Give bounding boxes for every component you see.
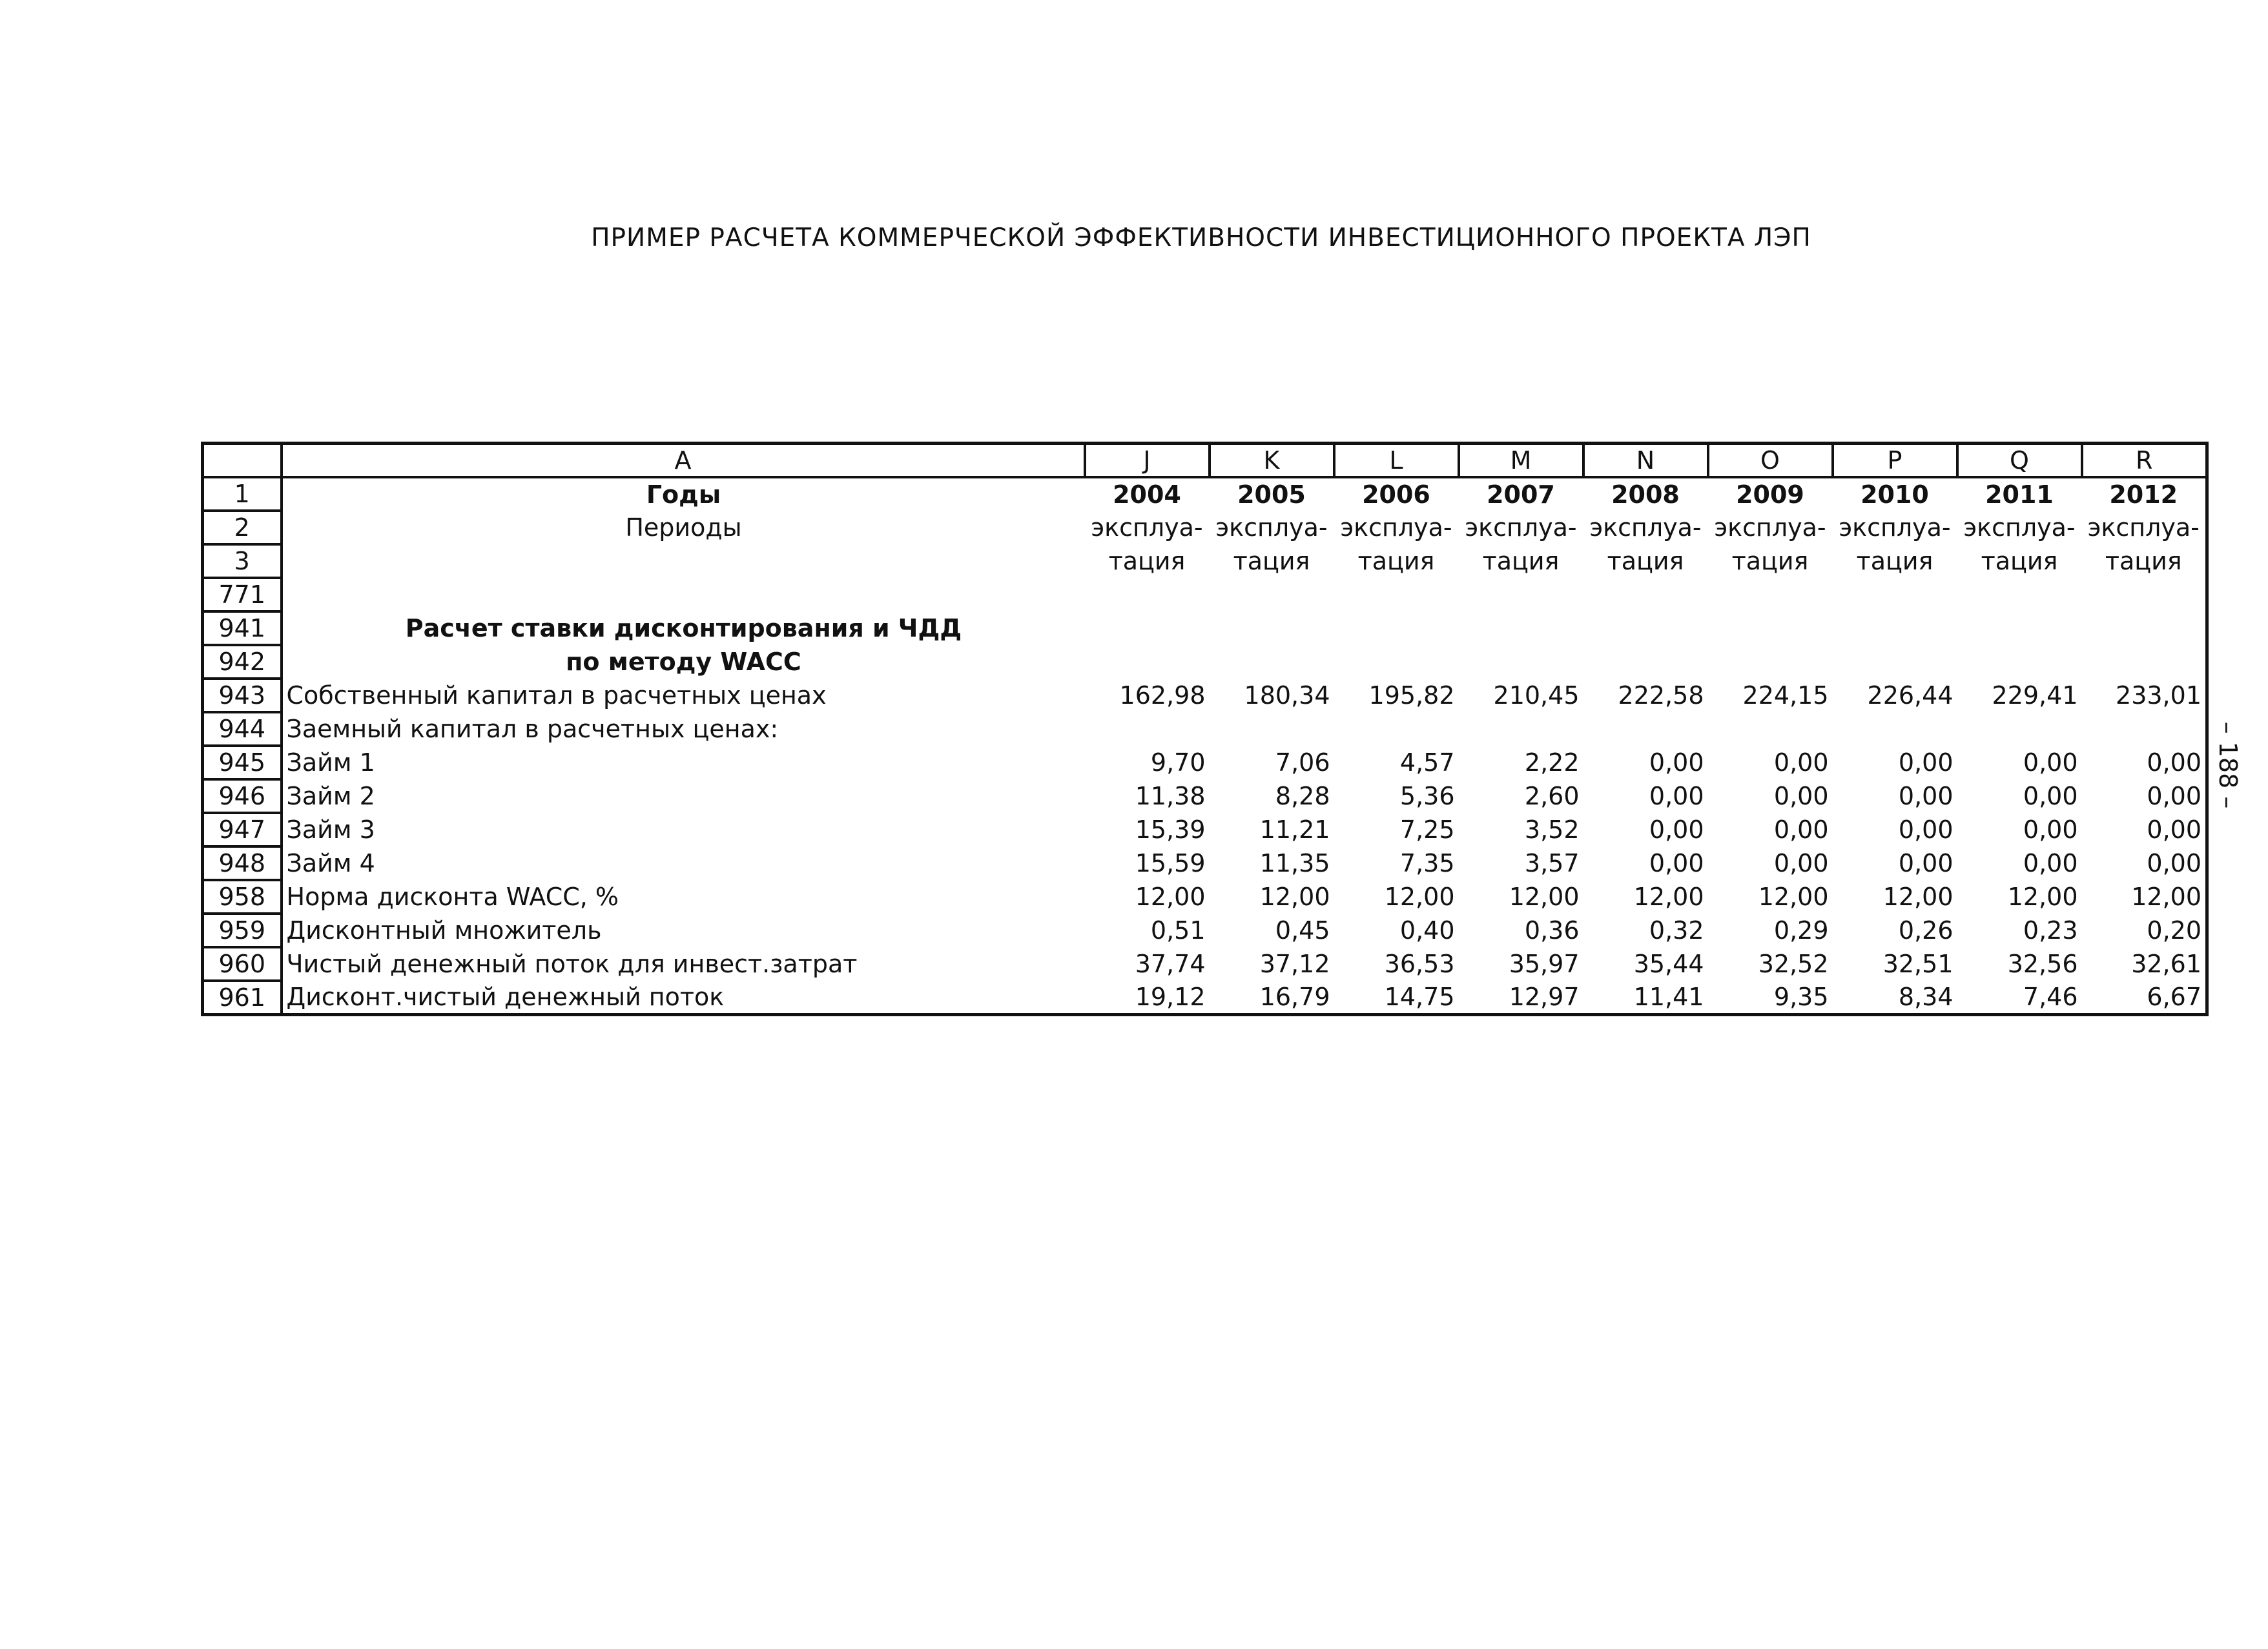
value-cell: 16,79 — [1259, 983, 1330, 1011]
row-number: 958 — [203, 880, 282, 914]
period-value: тация — [1482, 547, 1560, 575]
value-cell: 0,00 — [1649, 815, 1704, 844]
value-cell: 0,00 — [1773, 815, 1829, 844]
value-cell: 11,38 — [1135, 782, 1206, 810]
value-cell — [1210, 712, 1334, 746]
value-cell — [1085, 712, 1210, 746]
value-cell: 0,00 — [1898, 849, 1954, 877]
section-heading: по методу WACC — [566, 648, 801, 676]
value-cell: 37,74 — [1135, 950, 1206, 978]
value-cell: 12,97 — [1509, 983, 1580, 1011]
period-value: тация — [2105, 547, 2182, 575]
value-cell: 0,00 — [1898, 748, 1954, 777]
table-row — [203, 779, 2207, 813]
empty-cell — [1210, 645, 1334, 679]
periods-label: Периоды — [625, 513, 742, 542]
year-header: 2006 — [1362, 480, 1430, 509]
row-label: Дисконтный множитель — [286, 916, 602, 945]
table-row — [203, 947, 2207, 981]
value-cell: 15,39 — [1135, 815, 1206, 844]
empty-cell — [1459, 645, 1583, 679]
value-cell: 6,67 — [2147, 983, 2201, 1011]
value-cell: 32,51 — [1882, 950, 1954, 978]
value-cell: 12,00 — [2007, 883, 2078, 911]
value-cell: 7,06 — [1275, 748, 1330, 777]
value-cell — [1833, 712, 1957, 746]
row-number: 3 — [203, 544, 282, 578]
value-cell: 2,60 — [1524, 782, 1580, 810]
empty-cell — [1334, 578, 1459, 611]
value-cell: 0,00 — [1898, 815, 1954, 844]
value-cell: 210,45 — [1493, 681, 1580, 710]
period-value: эксплуа- — [1589, 513, 1702, 542]
value-cell: 11,35 — [1259, 849, 1330, 877]
page-title: ПРИМЕР РАСЧЕТА КОММЕРЧЕСКОЙ ЭФФЕКТИВНОСТИ ИНВЕСТИЦИОННОГО ПРОЕКТА ЛЭП — [591, 223, 1811, 252]
value-cell: 0,32 — [1649, 916, 1704, 945]
column-letter: O — [1708, 444, 1833, 478]
period-value: тация — [1731, 547, 1809, 575]
value-cell: 12,00 — [1259, 883, 1330, 911]
value-cell: 180,34 — [1244, 681, 1330, 710]
value-cell — [1459, 712, 1583, 746]
year-header: 2010 — [1861, 480, 1929, 509]
column-letter: Q — [1957, 444, 2082, 478]
period-value: тация — [1607, 547, 1684, 575]
row-label: Норма дисконта WACC, % — [286, 883, 619, 911]
row-label: Займ 2 — [286, 782, 375, 810]
empty-cell — [1708, 578, 1833, 611]
row-number: 947 — [203, 813, 282, 846]
value-cell: 19,12 — [1135, 983, 1206, 1011]
year-header: 2011 — [1985, 480, 2054, 509]
empty-cell — [1583, 645, 1708, 679]
value-cell: 12,00 — [1633, 883, 1704, 911]
column-letter: M — [1459, 444, 1583, 478]
table-row — [203, 846, 2207, 880]
column-letter: A — [282, 444, 1085, 478]
empty-cell — [1085, 645, 1210, 679]
empty-cell — [1459, 578, 1583, 611]
value-cell: 37,12 — [1259, 950, 1330, 978]
table-row — [203, 813, 2207, 846]
value-cell: 0,00 — [1649, 748, 1704, 777]
value-cell: 7,35 — [1399, 849, 1455, 877]
value-cell: 7,25 — [1399, 815, 1455, 844]
value-cell: 12,00 — [1882, 883, 1954, 911]
period-value: эксплуа- — [1839, 513, 1951, 542]
year-header: 2007 — [1487, 480, 1555, 509]
value-cell: 12,00 — [1135, 883, 1206, 911]
value-cell: 0,23 — [2023, 916, 2078, 945]
corner-cell — [203, 444, 282, 478]
value-cell — [1334, 712, 1459, 746]
column-letter: R — [2082, 444, 2207, 478]
value-cell: 5,36 — [1399, 782, 1455, 810]
value-cell: 4,57 — [1399, 748, 1455, 777]
table-row — [203, 914, 2207, 947]
value-cell: 2,22 — [1524, 748, 1580, 777]
value-cell: 32,56 — [2007, 950, 2078, 978]
value-cell: 0,00 — [2023, 782, 2078, 810]
section-heading-row — [203, 611, 2207, 645]
period-value: тация — [1108, 547, 1186, 575]
value-cell: 0,00 — [2023, 849, 2078, 877]
empty-cell — [1210, 578, 1334, 611]
empty-cell — [1334, 645, 1459, 679]
value-cell — [1957, 712, 2082, 746]
value-cell: 229,41 — [1992, 681, 2078, 710]
blank-row — [203, 578, 2207, 611]
year-header: 2004 — [1113, 480, 1181, 509]
value-cell: 35,44 — [1633, 950, 1704, 978]
value-cell: 36,53 — [1384, 950, 1455, 978]
period-value: тация — [1233, 547, 1310, 575]
years-row — [203, 477, 2207, 511]
row-number: 943 — [203, 679, 282, 712]
period-value: тация — [1357, 547, 1435, 575]
empty-cell — [1459, 611, 1583, 645]
value-cell: 226,44 — [1867, 681, 1954, 710]
row-number: 2 — [203, 511, 282, 544]
value-cell: 8,34 — [1898, 983, 1954, 1011]
year-header: 2008 — [1611, 480, 1680, 509]
table-row — [203, 880, 2207, 914]
column-letter: J — [1085, 444, 1210, 478]
period-value: тация — [1856, 547, 1933, 575]
empty-cell — [1833, 578, 1957, 611]
empty-cell — [1833, 611, 1957, 645]
value-cell: 0,36 — [1524, 916, 1580, 945]
value-cell: 35,97 — [1509, 950, 1580, 978]
value-cell — [1583, 712, 1708, 746]
row-label: Займ 4 — [286, 849, 375, 877]
value-cell: 7,46 — [2023, 983, 2078, 1011]
value-cell: 14,75 — [1384, 983, 1455, 1011]
table-row — [203, 981, 2207, 1015]
value-cell: 0,00 — [2023, 815, 2078, 844]
row-label: Займ 3 — [286, 815, 375, 844]
row-number: 960 — [203, 947, 282, 981]
empty-cell — [1583, 611, 1708, 645]
value-cell: 12,00 — [1758, 883, 1829, 911]
value-cell: 0,00 — [2147, 782, 2201, 810]
section-heading: Расчет ставки дисконтирования и ЧДД — [405, 614, 962, 642]
empty-cell — [1957, 611, 2082, 645]
value-cell — [1708, 712, 1833, 746]
value-cell: 0,00 — [2147, 748, 2201, 777]
year-header: 2012 — [2109, 480, 2178, 509]
empty-cell — [1210, 611, 1334, 645]
value-cell: 0,00 — [1773, 782, 1829, 810]
value-cell: 0,00 — [1898, 782, 1954, 810]
value-cell: 0,29 — [1773, 916, 1829, 945]
value-cell: 0,00 — [2147, 815, 2201, 844]
value-cell: 0,40 — [1399, 916, 1455, 945]
period-value: эксплуа- — [1091, 513, 1203, 542]
value-cell: 0,00 — [1773, 849, 1829, 877]
empty-cell — [2082, 645, 2207, 679]
row-label: Займ 1 — [286, 748, 375, 777]
periods-row — [203, 511, 2207, 544]
row-number: 945 — [203, 746, 282, 779]
value-cell: 0,00 — [1649, 782, 1704, 810]
table-row — [203, 746, 2207, 779]
value-cell: 162,98 — [1119, 681, 1206, 710]
table-row — [203, 712, 2207, 746]
row-number: 771 — [203, 578, 282, 611]
value-cell: 0,00 — [2147, 849, 2201, 877]
empty-cell — [1708, 645, 1833, 679]
value-cell: 0,00 — [2023, 748, 2078, 777]
value-cell: 3,57 — [1524, 849, 1580, 877]
empty-cell — [1085, 611, 1210, 645]
row-number: 948 — [203, 846, 282, 880]
value-cell: 0,00 — [1649, 849, 1704, 877]
period-value: эксплуа- — [1340, 513, 1452, 542]
period-value: эксплуа- — [1963, 513, 2076, 542]
value-cell: 32,52 — [1758, 950, 1829, 978]
period-value: эксплуа- — [1215, 513, 1328, 542]
periods-cont-row — [203, 544, 2207, 578]
value-cell: 11,41 — [1633, 983, 1704, 1011]
value-cell: 11,21 — [1259, 815, 1330, 844]
row-number: 961 — [203, 981, 282, 1015]
year-header: 2005 — [1237, 480, 1306, 509]
empty-cell — [1833, 645, 1957, 679]
row-number: 946 — [203, 779, 282, 813]
row-label: Чистый денежный поток для инвест.затрат — [286, 950, 858, 978]
spreadsheet-table — [201, 442, 2209, 1016]
empty-cell — [2082, 578, 2207, 611]
row-number: 942 — [203, 645, 282, 679]
empty-cell — [2082, 611, 2207, 645]
column-letter: L — [1334, 444, 1459, 478]
years-label: Годы — [646, 480, 721, 509]
value-cell: 3,52 — [1524, 815, 1580, 844]
empty-cell — [1957, 578, 2082, 611]
section-heading-row — [203, 645, 2207, 679]
value-cell: 12,00 — [1509, 883, 1580, 911]
value-cell: 0,51 — [1150, 916, 1206, 945]
year-header: 2009 — [1736, 480, 1804, 509]
value-cell — [2082, 712, 2207, 746]
row-number: 941 — [203, 611, 282, 645]
value-cell: 15,59 — [1135, 849, 1206, 877]
page-number: – 188 – — [2214, 721, 2242, 809]
empty-cell — [1334, 611, 1459, 645]
value-cell: 8,28 — [1275, 782, 1330, 810]
period-value: эксплуа- — [1714, 513, 1826, 542]
column-letter: K — [1210, 444, 1334, 478]
value-cell: 222,58 — [1618, 681, 1704, 710]
row-number: 959 — [203, 914, 282, 947]
row-label: Дисконт.чистый денежный поток — [286, 983, 725, 1011]
empty-cell — [282, 578, 1085, 611]
value-cell: 9,70 — [1150, 748, 1206, 777]
period-value: эксплуа- — [2087, 513, 2200, 542]
value-cell: 0,20 — [2147, 916, 2201, 945]
column-letter: N — [1583, 444, 1708, 478]
value-cell: 12,00 — [2131, 883, 2201, 911]
row-number: 944 — [203, 712, 282, 746]
value-cell: 195,82 — [1368, 681, 1455, 710]
row-label: Собственный капитал в расчетных ценах — [286, 681, 827, 710]
value-cell: 0,26 — [1898, 916, 1954, 945]
period-value: эксплуа- — [1465, 513, 1577, 542]
empty-cell — [282, 544, 1085, 578]
period-value: тация — [1981, 547, 2058, 575]
row-number: 1 — [203, 477, 282, 511]
value-cell: 9,35 — [1773, 983, 1829, 1011]
table-row — [203, 679, 2207, 712]
row-label: Заемный капитал в расчетных ценах: — [286, 715, 779, 743]
empty-cell — [1085, 578, 1210, 611]
column-letter: P — [1833, 444, 1957, 478]
value-cell: 224,15 — [1742, 681, 1829, 710]
value-cell: 0,00 — [1773, 748, 1829, 777]
column-letters-row — [203, 444, 2207, 478]
empty-cell — [1957, 645, 2082, 679]
value-cell: 32,61 — [2131, 950, 2201, 978]
value-cell: 12,00 — [1384, 883, 1455, 911]
empty-cell — [1583, 578, 1708, 611]
value-cell: 0,45 — [1275, 916, 1330, 945]
empty-cell — [1708, 611, 1833, 645]
value-cell: 233,01 — [2116, 681, 2201, 710]
